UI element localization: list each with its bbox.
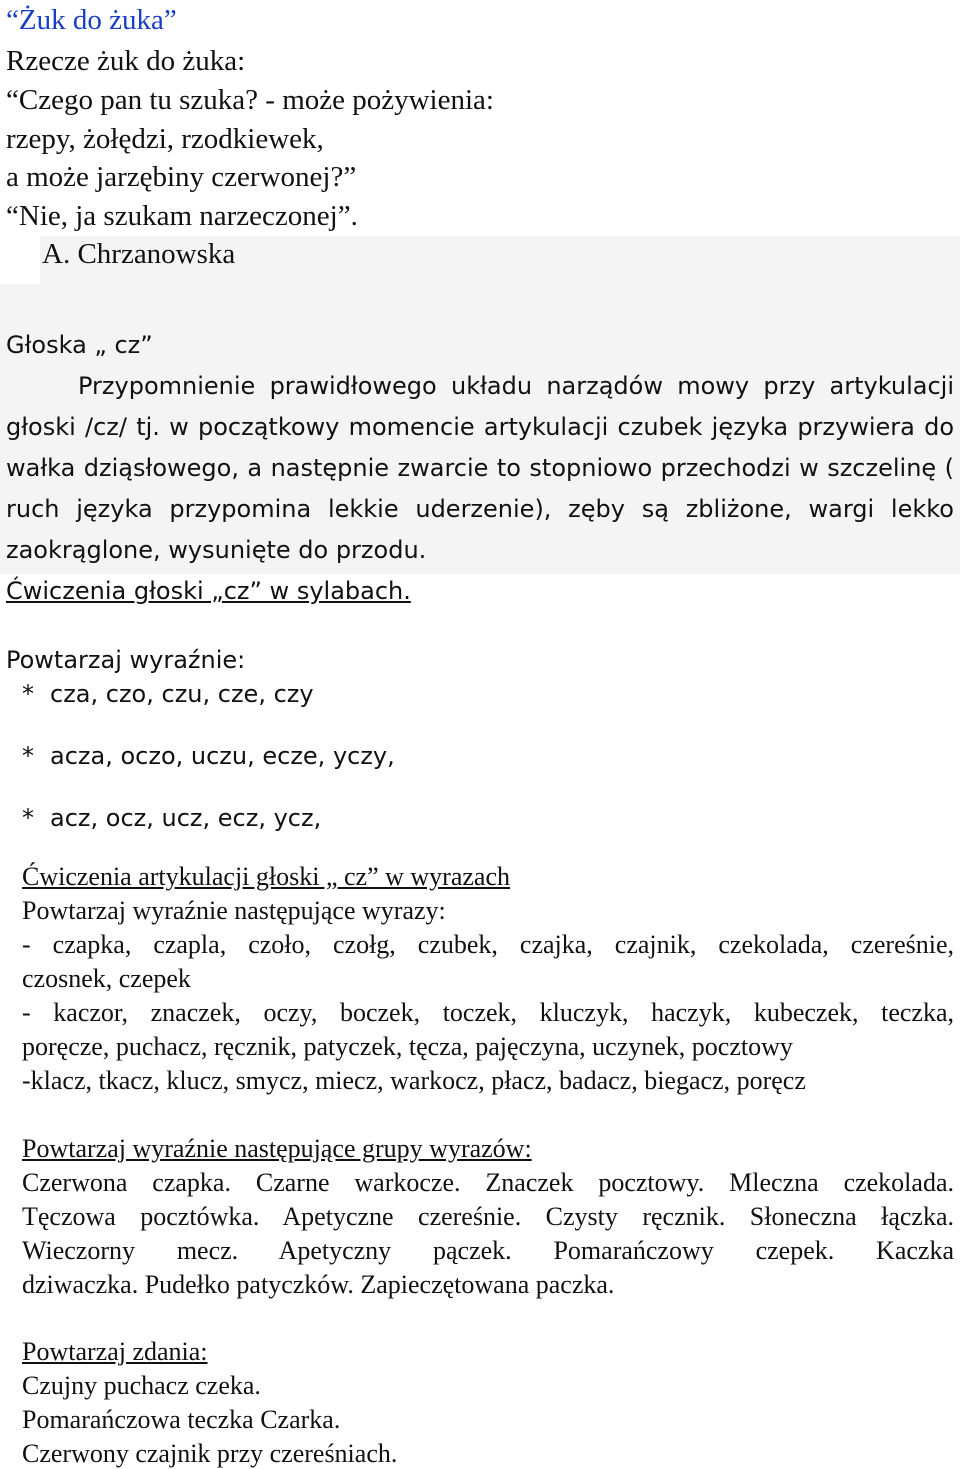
groups-line: Czerwona czapka. Czarne warkocze. Znaczek pocztowy. Mleczna czekolada. [22,1168,954,1197]
words-heading: Ćwiczenia artykulacji głoski „ cz” w wyrazach [22,862,510,891]
words-line: -klacz, tkacz, klucz, smycz, miecz, warkocz, płacz, badacz, biegacz, poręcz [22,1066,806,1095]
sentences-heading: Powtarzaj zdania: [22,1337,208,1366]
groups-line: Wieczorny mecz. Apetyczny pączek. Pomarańczowy czepek. Kaczka [22,1236,954,1265]
syllable-text: cza, czo, czu, cze, czy [50,680,314,708]
words-line: czosnek, czepek [22,964,191,993]
poem-line: “Czego pan tu szuka? - może pożywienia: [6,84,494,116]
intro-paragraph-line: Przypomnienie prawidłowego układu narządów mowy przy artykulacji [78,372,954,400]
intro-paragraph-line: zaokrąglone, wysunięte do przodu. [6,536,427,564]
groups-heading: Powtarzaj wyraźnie następujące grupy wyrazów: [22,1134,532,1163]
words-instruction: Powtarzaj wyraźnie następujące wyrazy: [22,896,446,925]
bullet-icon: * [22,742,34,770]
intro-paragraph-line: głoski /cz/ tj. w początkowy momencie artykulacji czubek języka przywiera do [6,413,954,441]
syllable-item [22,804,321,832]
intro-paragraph-line: wałka dziąsłowego, a następnie zwarcie to stopniowo przechodzi w szczelinę ( [6,454,954,482]
poem-line: a może jarzębiny czerwonej?” [6,161,357,193]
syllable-item [22,680,314,708]
sentence-line: Czerwony czajnik przy czereśniach. [22,1439,398,1468]
groups-line: dziwaczka. Pudełko patyczków. Zapieczętowana paczka. [22,1270,615,1299]
syllable-text: acza, oczo, uczu, ecze, yczy, [50,742,395,770]
bullet-icon: * [22,804,34,832]
syllable-item [22,742,395,770]
groups-line: Tęczowa pocztówka. Apetyczne czereśnie. Czysty ręcznik. Słoneczna łączka. [22,1202,954,1231]
sentence-line: Pomarańczowa teczka Czarka. [22,1405,341,1434]
poem-title: “Żuk do żuka” [6,4,177,36]
words-line: - kaczor, znaczek, oczy, boczek, toczek, kluczyk, haczyk, kubeczek, teczka, [22,998,954,1027]
bullet-icon: * [22,680,34,708]
poem-line: “Nie, ja szukam narzeczonej”. [6,200,358,232]
syllable-text: acz, ocz, ucz, ecz, ycz, [50,804,322,832]
section-heading: Głoska „ cz” [6,331,153,359]
poem-author: A. Chrzanowska [42,238,236,270]
words-line: poręcze, puchacz, ręcznik, patyczek, tęcza, pajęczyna, uczynek, pocztowy [22,1032,793,1061]
intro-paragraph-line: ruch języka przypomina lekkie uderzenie), zęby są zbliżone, wargi lekko [6,495,954,523]
poem-line: rzepy, żołędzi, rzodkiewek, [6,123,324,155]
poem-line: Rzecze żuk do żuka: [6,45,246,77]
words-line: - czapka, czapla, czoło, czołg, czubek, czajka, czajnik, czekolada, czereśnie, [22,930,954,959]
syllables-heading: Ćwiczenia głoski „cz” w sylabach. [6,577,411,605]
syllables-instruction: Powtarzaj wyraźnie: [6,646,246,674]
sentence-line: Czujny puchacz czeka. [22,1371,261,1400]
